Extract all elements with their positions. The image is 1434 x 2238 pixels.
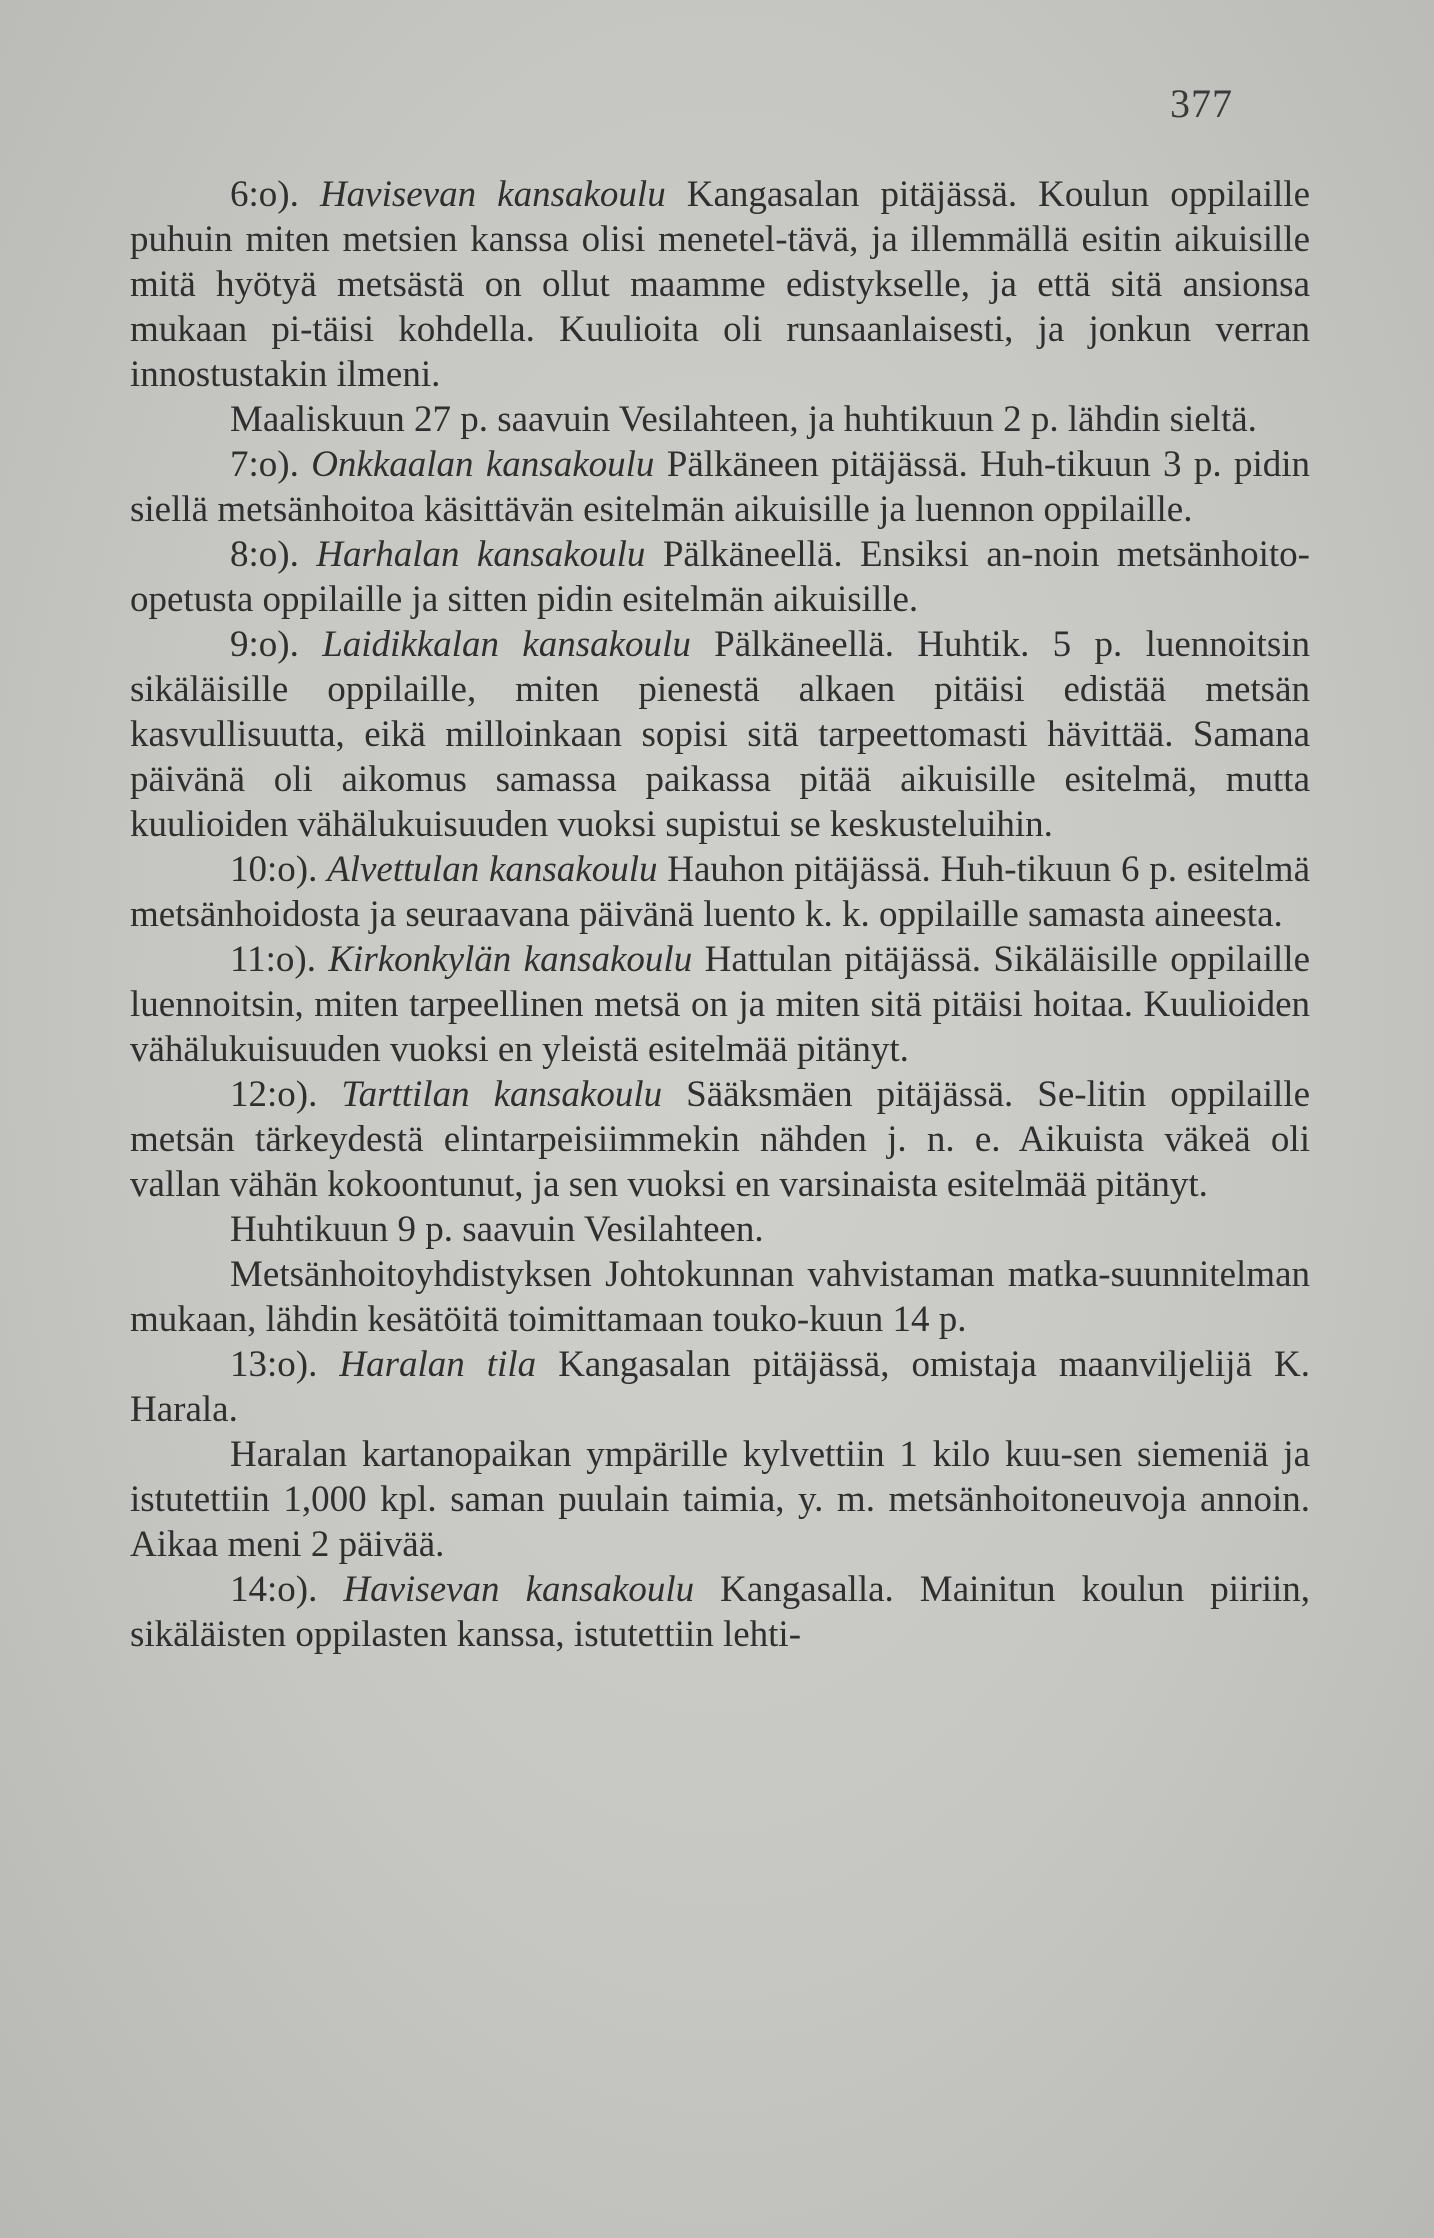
paragraph-text: Pälkäneellä. Ensiksi an-noin metsänhoito-opetusta oppilaille ja sitten pidin esitelmän aikuisille. bbox=[130, 534, 1310, 620]
paragraph-text: Haralan kartanopaikan ympärille kylvettiin 1 kilo kuu-sen siemeniä ja istutettiin 1,000 kpl. saman puulain taimia, y. m. metsänhoitoneuvoja annoin. Aikaa meni 2 päivää. bbox=[130, 1434, 1310, 1565]
item-label: 10:o). bbox=[230, 849, 318, 890]
paragraph-text: Metsänhoitoyhdistyksen Johtokunnan vahvistaman matka-suunnitelman mukaan, lähdin kesätöitä toimittamaan touko-kuun 14 p. bbox=[130, 1254, 1310, 1340]
place-name: Harhalan kansakoulu bbox=[316, 534, 646, 575]
paragraph bbox=[130, 532, 1310, 622]
paragraph-text: Pälkäneellä. Huhtik. 5 p. luennoitsin sikäläisille oppilaille, miten pienestä alkaen pitäisi edistää metsän kasvullisuutta, eikä milloinkaan sopisi sitä tarpeettomasti hävittää. Samana päivänä oli aikomus samassa paikassa pitää aikuisille esitelmä, mutta kuulioiden vähälukuisuuden vuoksi supistui se keskusteluihin. bbox=[130, 624, 1311, 845]
item-label: 12:o). bbox=[230, 1074, 318, 1115]
place-name: Laidikkalan kansakoulu bbox=[322, 624, 691, 665]
item-label: 9:o). bbox=[230, 624, 299, 665]
place-name: Haralan tila bbox=[339, 1344, 537, 1385]
paragraph bbox=[130, 172, 1310, 397]
paragraph bbox=[130, 1207, 1310, 1252]
place-name: Tarttilan kansakoulu bbox=[341, 1074, 663, 1115]
paragraph bbox=[130, 1072, 1310, 1207]
place-name: Onkkaalan kansakoulu bbox=[311, 444, 655, 485]
paragraph bbox=[130, 622, 1310, 847]
paragraph bbox=[130, 397, 1310, 442]
body-text bbox=[130, 172, 1310, 1657]
item-label: 13:o). bbox=[230, 1344, 318, 1385]
place-name: Alvettulan kansakoulu bbox=[327, 849, 658, 890]
paragraph bbox=[130, 1567, 1310, 1657]
place-name: Havisevan kansakoulu bbox=[319, 174, 666, 215]
paragraph bbox=[130, 847, 1310, 937]
paragraph-text: Sääksmäen pitäjässä. Se-litin oppilaille metsän tärkeydestä elintarpeisiimmekin nähden j. n. e. Aikuista väkeä oli vallan vähän kokoontunut, ja sen vuoksi en varsinaista esitelmää pitänyt. bbox=[130, 1074, 1311, 1205]
paragraph bbox=[130, 1432, 1310, 1567]
item-label: 7:o). bbox=[230, 444, 299, 485]
paragraph-text: Pälkäneen pitäjässä. Huh-tikuun 3 p. pidin siellä metsänhoitoa käsittävän esitelmän aikuisille ja luennon oppilaille. bbox=[130, 444, 1311, 530]
place-name: Kirkonkylän kansakoulu bbox=[328, 939, 693, 980]
paragraph bbox=[130, 937, 1310, 1072]
paragraph-text: Maaliskuun 27 p. saavuin Vesilahteen, ja huhtikuun 2 p. lähdin sieltä. bbox=[230, 399, 1257, 440]
paragraph-text: Hattulan pitäjässä. Sikäläisille oppilaille luennoitsin, miten tarpeellinen metsä on ja miten sitä pitäisi hoitaa. Kuulioiden vähälukuisuuden vuoksi en yleistä esitelmää pitänyt. bbox=[130, 939, 1310, 1070]
item-label: 11:o). bbox=[230, 939, 316, 980]
paragraph bbox=[130, 1342, 1310, 1432]
item-label: 14:o). bbox=[230, 1569, 318, 1610]
paragraph-text: Huhtikuun 9 p. saavuin Vesilahteen. bbox=[230, 1209, 764, 1250]
paragraph-text: Kangasalan pitäjässä. Koulun oppilaille puhuin miten metsien kanssa olisi menetel-tävä, ja illemmällä esitin aikuisille mitä hyötyä metsästä on ollut maamme edistykselle, ja että sitä ansionsa mukaan pi-täisi kohdella. Kuulioita oli runsaanlaisesti, ja jonkun verran innostustakin ilmeni. bbox=[130, 174, 1310, 395]
paragraph-text: Hauhon pitäjässä. Huh-tikuun 6 p. esitelmä metsänhoidosta ja seuraavana päivänä luento k. k. oppilaille samasta aineesta. bbox=[130, 849, 1311, 935]
paragraph-text: Kangasalan pitäjässä, omistaja maanviljelijä K. Harala. bbox=[130, 1344, 1311, 1430]
place-name: Havisevan kansakoulu bbox=[343, 1569, 695, 1610]
paragraph bbox=[130, 1252, 1310, 1342]
item-label: 8:o). bbox=[230, 534, 299, 575]
page-number: 377 bbox=[1170, 81, 1233, 126]
paragraph-text: Kangasalla. Mainitun koulun piiriin, sikäläisten oppilasten kanssa, istutettiin lehti- bbox=[130, 1569, 1310, 1655]
item-label: 6:o). bbox=[230, 174, 299, 215]
paragraph bbox=[130, 442, 1310, 532]
